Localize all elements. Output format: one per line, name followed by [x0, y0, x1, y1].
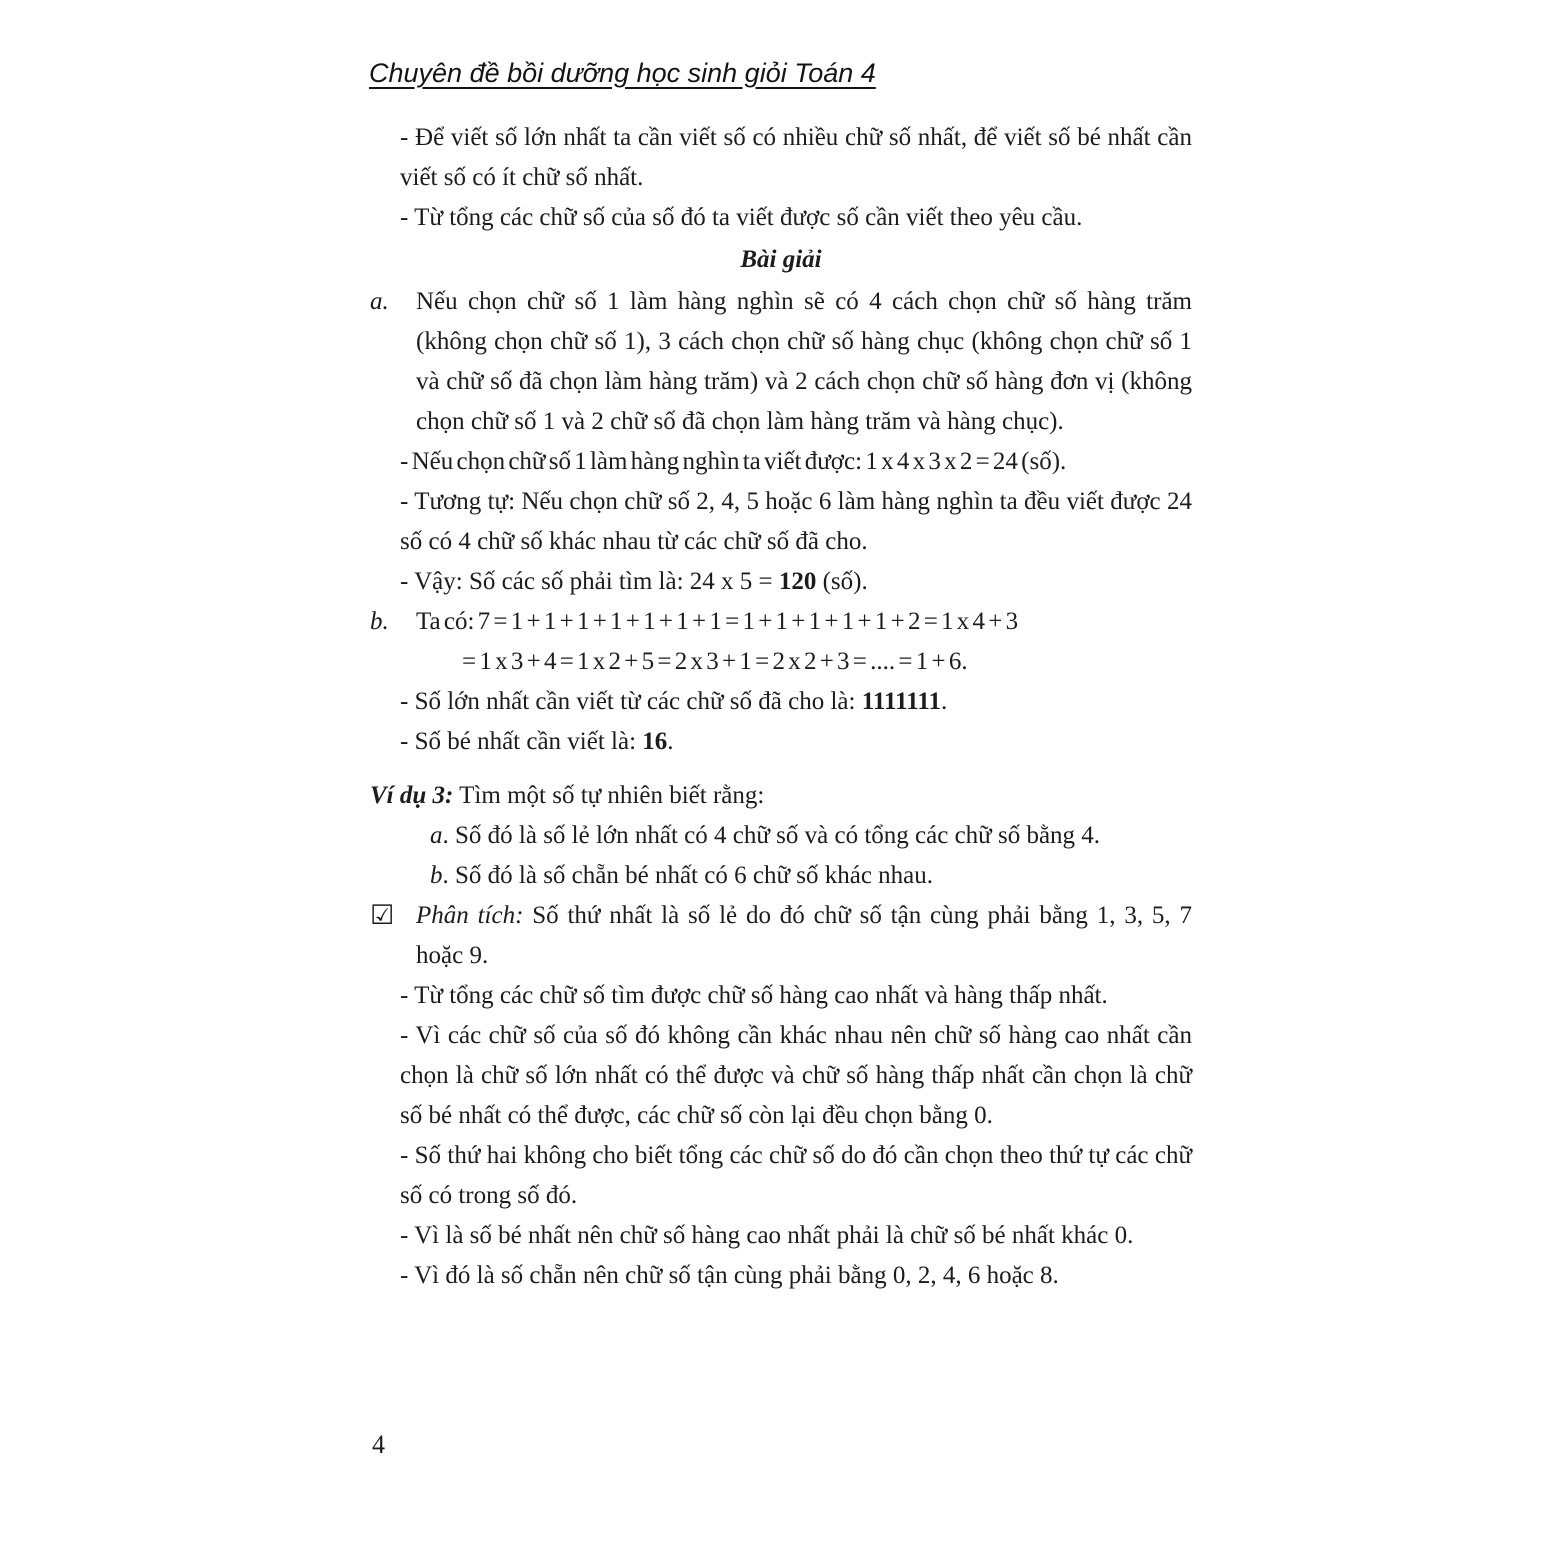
text-segment: . Số đó là số chẵn bé nhất có 6 chữ số khác nhau.	[442, 862, 934, 889]
solution-heading-text	[740, 246, 821, 273]
text-segment: 120	[778, 568, 817, 595]
text-segment: - Vậy: Số các số phải tìm là: 24 x 5 =	[400, 568, 779, 595]
note-largest-smallest	[400, 118, 1192, 198]
note-digit-sum	[400, 198, 1192, 238]
text-segment: - Số lớn nhất cần viết từ các chữ số đã cho là:	[400, 688, 862, 715]
analysis-note-4	[400, 1216, 1192, 1256]
solution-step-b-continued	[462, 642, 1192, 682]
text-segment: .	[940, 688, 948, 715]
solution-step-a-text	[416, 282, 1192, 442]
text-segment: - Nếu chọn chữ số 1 làm hàng nghìn ta viết được: 1 x 4 x 3 x 2 = 24 (số).	[400, 448, 1067, 475]
analysis-note-4-text	[400, 1222, 1133, 1249]
solution-step-a-similar-text	[400, 488, 1192, 555]
text-segment: a	[430, 822, 443, 849]
example-3-condition-b	[430, 856, 1192, 896]
item-marker-a: a.	[370, 288, 389, 315]
solution-step-b-smallest	[400, 722, 1192, 762]
note-largest-smallest-text	[400, 124, 1192, 191]
text-segment: - Số bé nhất cần viết là:	[400, 728, 643, 755]
example-3-condition-b-text	[430, 862, 933, 889]
text-segment: - Từ tổng các chữ số tìm được chữ số hàng cao nhất và hàng thấp nhất.	[400, 982, 1108, 1009]
item-marker-b: b.	[370, 608, 389, 635]
solution-step-b-continued-text	[462, 648, 968, 675]
text-segment: 1111111	[861, 688, 941, 715]
text-segment: Phân tích:	[416, 902, 524, 929]
note-digit-sum-text	[400, 204, 1082, 231]
text-segment: Bài giải	[740, 246, 822, 273]
content-blocks	[370, 118, 1192, 1296]
checked-checkbox-icon: ☑	[370, 900, 395, 931]
solution-step-a-count-text	[400, 448, 1066, 475]
example-3-title-text	[370, 782, 764, 809]
solution-step-b-largest	[400, 682, 1192, 722]
text-segment: (số).	[816, 568, 868, 595]
solution-heading	[370, 240, 1192, 280]
solution-step-a-count	[400, 442, 1192, 482]
analysis-note-5-text	[400, 1262, 1059, 1289]
text-segment: .	[667, 728, 674, 755]
analysis-note-2-text	[400, 1022, 1192, 1129]
running-header: Chuyên đề bồi dưỡng học sinh giỏi Toán 4	[369, 58, 876, 88]
text-segment: - Số thứ hai không cho biết tổng các chữ số do đó cần chọn theo thứ tự các chữ số có trong số đó.	[400, 1142, 1192, 1209]
text-segment: 16	[642, 728, 668, 755]
analysis-note-3	[400, 1136, 1192, 1216]
text-segment: Tìm một số tự nhiên biết rằng:	[453, 782, 765, 809]
page-number: 4	[372, 1430, 385, 1459]
analysis-note-1-text	[400, 982, 1108, 1009]
analysis-note-2	[400, 1016, 1192, 1136]
text-segment: - Vì đó là số chẵn nên chữ số tận cùng phải bằng 0, 2, 4, 6 hoặc 8.	[400, 1262, 1059, 1289]
example-3-title	[370, 776, 1192, 816]
analysis-note-5	[400, 1256, 1192, 1296]
analysis-note-1	[400, 976, 1192, 1016]
solution-step-a-result	[400, 562, 1192, 602]
analysis-note-3-text	[400, 1142, 1192, 1209]
text-segment: Số thứ nhất là số lẻ do đó chữ số tận cùng phải bằng 1, 3, 5, 7 hoặc 9.	[416, 902, 1192, 969]
solution-step-a-similar	[400, 482, 1192, 562]
solution-step-a-result-text	[400, 568, 868, 595]
solution-step-b-largest-text	[400, 688, 947, 715]
text-segment: = 1 x 3 + 4 = 1 x 2 + 5 = 2 x 3 + 1 = 2 x 2 + 3 = .... = 1 + 6.	[462, 648, 968, 675]
text-segment: - Để viết số lớn nhất ta cần viết số có nhiều chữ số nhất, để viết số bé nhất cần viết số có ít chữ số nhất.	[400, 124, 1192, 191]
text-segment: - Vì các chữ số của số đó không cần khác nhau nên chữ số hàng cao nhất cần chọn là chữ số lớn nhất có thể được và chữ số hàng thấp nhất cần chọn là chữ số bé nhất có thể được, các chữ số còn lại đều chọn bằng 0.	[400, 1022, 1192, 1129]
example-3-condition-a	[430, 816, 1192, 856]
text-segment: - Vì là số bé nhất nên chữ số hàng cao nhất phải là chữ số bé nhất khác 0.	[400, 1222, 1134, 1249]
solution-step-b-smallest-text	[400, 728, 674, 755]
text-segment: b	[430, 862, 443, 889]
solution-step-a	[370, 282, 1192, 442]
text-segment: - Tương tự: Nếu chọn chữ số 2, 4, 5 hoặc 6 làm hàng nghìn ta đều viết được 24 số có 4 chữ số khác nhau từ các chữ số đã cho.	[400, 488, 1192, 555]
solution-step-b-text	[416, 602, 1192, 642]
text-segment: Ví dụ 3:	[370, 782, 454, 809]
analysis-intro-text	[416, 896, 1192, 976]
text-segment: Ta có: 7 = 1 + 1 + 1 + 1 + 1 + 1 + 1 = 1 + 1 + 1 + 1 + 1 + 2 = 1 x 4 + 3	[416, 608, 1019, 635]
text-segment: - Từ tổng các chữ số của số đó ta viết được số cần viết theo yêu cầu.	[400, 204, 1083, 231]
solution-step-b	[370, 602, 1192, 642]
analysis-intro	[370, 896, 1192, 976]
text-segment: . Số đó là số lẻ lớn nhất có 4 chữ số và có tổng các chữ số bằng 4.	[442, 822, 1101, 849]
text-segment: Nếu chọn chữ số 1 làm hàng nghìn sẽ có 4 cách chọn chữ số hàng trăm (không chọn chữ số 1), 3 cách chọn chữ số hàng chục (không chọn chữ số 1 và chữ số đã chọn làm hàng trăm) và 2 cách chọn chữ số hàng đơn vị (không chọn chữ số 1 và 2 chữ số đã chọn làm hàng trăm và hàng chục).	[416, 288, 1192, 435]
example-3-condition-a-text	[430, 822, 1100, 849]
